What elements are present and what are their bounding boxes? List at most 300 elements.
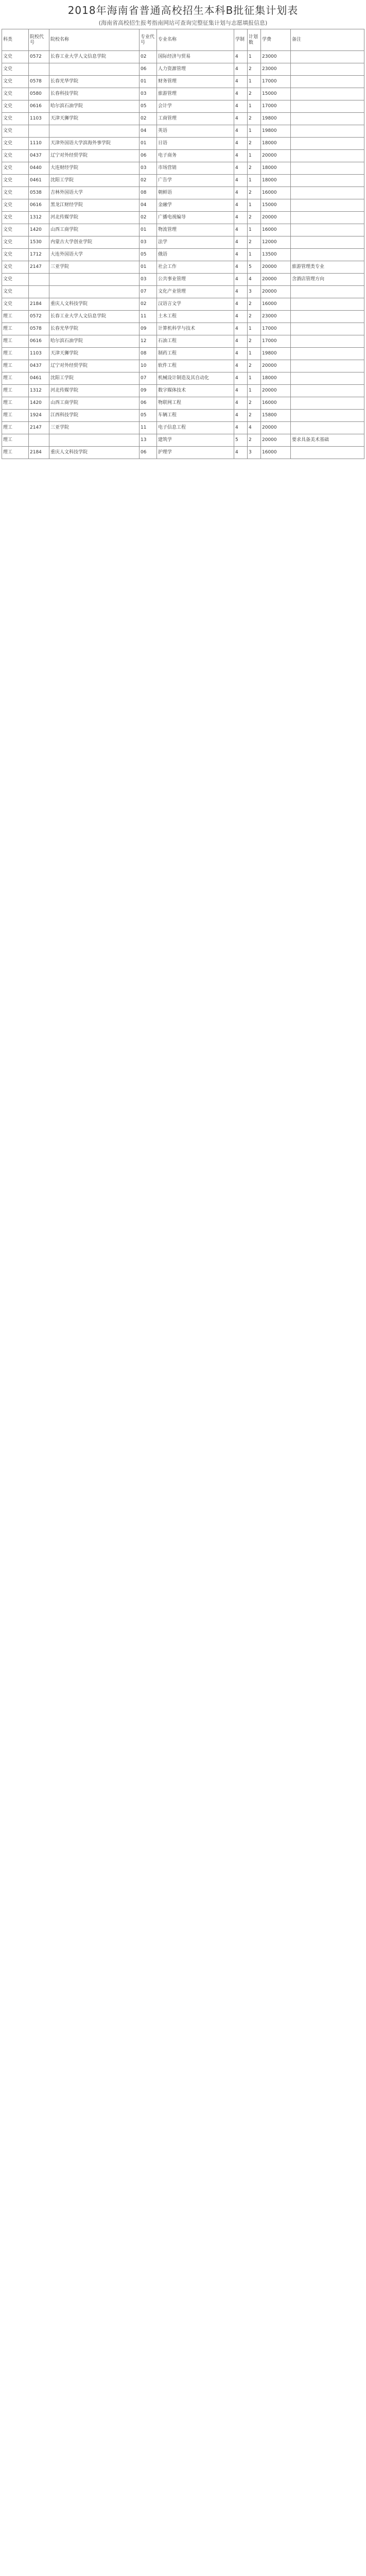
table-row	[2, 100, 364, 113]
cell-plan-count: 1	[248, 323, 261, 335]
cell-years: 4	[234, 422, 248, 434]
cell-major-name: 数字媒体技术	[157, 385, 234, 397]
cell-major-code: 05	[140, 100, 157, 113]
cell-major-name: 文化产业管理	[157, 286, 234, 298]
cell-category: 理工	[2, 422, 29, 434]
cell-plan-count: 1	[248, 100, 261, 113]
cell-major-code: 04	[140, 125, 157, 138]
cell-plan-count: 2	[248, 335, 261, 348]
cell-category: 文史	[2, 236, 29, 249]
cell-school-name: 哈尔滨石油学院	[49, 100, 140, 113]
cell-plan-count: 2	[248, 311, 261, 323]
cell-plan-count: 1	[248, 150, 261, 162]
cell-school-code	[29, 125, 49, 138]
cell-category: 文史	[2, 249, 29, 261]
cell-major-code: 02	[140, 51, 157, 63]
table-row	[2, 298, 364, 311]
cell-school-code: 0578	[29, 323, 49, 335]
cell-tuition: 17000	[261, 335, 291, 348]
cell-plan-count: 2	[248, 360, 261, 372]
cell-plan-count: 2	[248, 88, 261, 100]
cell-school-name: 长春工业大学人文信息学院	[49, 51, 140, 63]
cell-years: 4	[234, 63, 248, 76]
cell-plan-count: 2	[248, 113, 261, 125]
cell-plan-count: 1	[248, 224, 261, 236]
table-row	[2, 76, 364, 88]
cell-major-name: 软件工程	[157, 360, 234, 372]
cell-school-code: 1110	[29, 138, 49, 150]
cell-school-name: 天津天狮学院	[49, 348, 140, 360]
cell-school-name: 天津外国语大学滨海外事学院	[49, 138, 140, 150]
cell-category: 文史	[2, 187, 29, 199]
cell-remarks	[291, 311, 364, 323]
cell-major-name: 制药工程	[157, 348, 234, 360]
cell-major-code: 09	[140, 385, 157, 397]
cell-school-name: 山西工商学院	[49, 397, 140, 410]
cell-tuition: 20000	[261, 212, 291, 224]
cell-school-name: 天津天狮学院	[49, 113, 140, 125]
cell-category: 理工	[2, 447, 29, 459]
cell-major-name: 英语	[157, 125, 234, 138]
cell-category: 文史	[2, 298, 29, 311]
cell-plan-count: 2	[248, 187, 261, 199]
cell-school-name: 三亚学院	[49, 261, 140, 274]
cell-major-name: 工商管理	[157, 113, 234, 125]
header-school-name: 院校名称	[49, 29, 140, 51]
cell-remarks: 旅游管理类专业	[291, 261, 364, 274]
cell-major-name: 石油工程	[157, 335, 234, 348]
cell-years: 4	[234, 385, 248, 397]
table-row	[2, 199, 364, 212]
cell-school-name: 河北传媒学院	[49, 385, 140, 397]
cell-tuition: 17000	[261, 76, 291, 88]
cell-category: 理工	[2, 397, 29, 410]
cell-remarks	[291, 249, 364, 261]
cell-major-code: 02	[140, 113, 157, 125]
cell-school-code: 0580	[29, 88, 49, 100]
cell-remarks: 要求具备美术基础	[291, 434, 364, 447]
cell-plan-count: 1	[248, 76, 261, 88]
cell-tuition: 18000	[261, 162, 291, 175]
cell-category: 理工	[2, 372, 29, 385]
cell-major-code: 07	[140, 286, 157, 298]
cell-school-name	[49, 125, 140, 138]
cell-tuition: 18000	[261, 372, 291, 385]
cell-years: 4	[234, 113, 248, 125]
cell-plan-count: 1	[248, 175, 261, 187]
table-row	[2, 286, 364, 298]
cell-plan-count: 1	[248, 385, 261, 397]
cell-category: 文史	[2, 138, 29, 150]
cell-plan-count: 2	[248, 212, 261, 224]
cell-years: 4	[234, 397, 248, 410]
table-row	[2, 113, 364, 125]
cell-school-code: 0461	[29, 175, 49, 187]
cell-major-code: 05	[140, 410, 157, 422]
cell-major-code: 09	[140, 323, 157, 335]
cell-category: 理工	[2, 360, 29, 372]
cell-school-code: 0461	[29, 372, 49, 385]
cell-tuition: 20000	[261, 434, 291, 447]
cell-remarks	[291, 138, 364, 150]
cell-tuition: 20000	[261, 422, 291, 434]
cell-category: 理工	[2, 434, 29, 447]
cell-plan-count: 2	[248, 298, 261, 311]
cell-major-code: 01	[140, 261, 157, 274]
table-row	[2, 162, 364, 175]
cell-category: 文史	[2, 175, 29, 187]
cell-major-code: 13	[140, 434, 157, 447]
cell-category: 文史	[2, 88, 29, 100]
cell-plan-count: 4	[248, 422, 261, 434]
cell-category: 理工	[2, 410, 29, 422]
cell-school-code: 1312	[29, 385, 49, 397]
cell-school-code: 0572	[29, 311, 49, 323]
cell-major-name: 汉语言文学	[157, 298, 234, 311]
cell-tuition: 20000	[261, 360, 291, 372]
table-row	[2, 224, 364, 236]
cell-school-name: 沈阳工学院	[49, 372, 140, 385]
cell-school-code: 0578	[29, 76, 49, 88]
header-remarks: 备注	[291, 29, 364, 51]
cell-school-name: 长春工业大学人文信息学院	[49, 311, 140, 323]
cell-years: 4	[234, 335, 248, 348]
cell-school-code: 1103	[29, 348, 49, 360]
table-row	[2, 187, 364, 199]
cell-remarks	[291, 150, 364, 162]
cell-school-code	[29, 274, 49, 286]
cell-tuition: 12000	[261, 236, 291, 249]
cell-category: 理工	[2, 323, 29, 335]
cell-category: 文史	[2, 212, 29, 224]
table-row	[2, 311, 364, 323]
cell-school-name: 重庆人文科技学院	[49, 447, 140, 459]
cell-plan-count: 1	[248, 348, 261, 360]
cell-major-name: 会计学	[157, 100, 234, 113]
cell-remarks	[291, 113, 364, 125]
table-row	[2, 348, 364, 360]
table-row	[2, 447, 364, 459]
cell-tuition: 16000	[261, 397, 291, 410]
table-row	[2, 236, 364, 249]
cell-remarks	[291, 335, 364, 348]
cell-years: 4	[234, 323, 248, 335]
table-row	[2, 51, 364, 63]
cell-years: 4	[234, 51, 248, 63]
cell-major-code: 11	[140, 311, 157, 323]
cell-remarks	[291, 298, 364, 311]
cell-category: 理工	[2, 348, 29, 360]
cell-plan-count: 3	[248, 447, 261, 459]
cell-major-name: 公共事业管理	[157, 274, 234, 286]
cell-years: 4	[234, 199, 248, 212]
cell-school-code: 1530	[29, 236, 49, 249]
table-row	[2, 88, 364, 100]
cell-school-name: 黑龙江财经学院	[49, 199, 140, 212]
cell-major-name: 俄语	[157, 249, 234, 261]
cell-school-code: 0437	[29, 150, 49, 162]
cell-school-code: 0616	[29, 199, 49, 212]
cell-major-name: 社会工作	[157, 261, 234, 274]
cell-major-code: 04	[140, 199, 157, 212]
cell-major-name: 金融学	[157, 199, 234, 212]
table-row	[2, 261, 364, 274]
cell-major-code: 02	[140, 298, 157, 311]
cell-category: 文史	[2, 274, 29, 286]
cell-major-code: 06	[140, 150, 157, 162]
cell-tuition: 19800	[261, 125, 291, 138]
cell-school-name	[49, 286, 140, 298]
cell-tuition: 20000	[261, 261, 291, 274]
table-row	[2, 63, 364, 76]
cell-major-code: 03	[140, 88, 157, 100]
cell-tuition: 20000	[261, 385, 291, 397]
cell-category: 文史	[2, 76, 29, 88]
cell-years: 4	[234, 125, 248, 138]
table-body	[2, 51, 364, 459]
cell-tuition: 16000	[261, 187, 291, 199]
header-years: 学制	[234, 29, 248, 51]
cell-remarks: 含酒店管理方向	[291, 274, 364, 286]
cell-school-code	[29, 63, 49, 76]
cell-remarks	[291, 100, 364, 113]
cell-category: 文史	[2, 162, 29, 175]
table-row	[2, 360, 364, 372]
cell-major-name: 广播电视编导	[157, 212, 234, 224]
cell-tuition: 16000	[261, 224, 291, 236]
cell-remarks	[291, 447, 364, 459]
cell-school-code: 0572	[29, 51, 49, 63]
table-row	[2, 372, 364, 385]
cell-years: 4	[234, 100, 248, 113]
table-row	[2, 274, 364, 286]
table-row	[2, 175, 364, 187]
table-row	[2, 138, 364, 150]
cell-remarks	[291, 224, 364, 236]
cell-plan-count: 2	[248, 397, 261, 410]
cell-school-code: 2147	[29, 422, 49, 434]
cell-school-code: 0440	[29, 162, 49, 175]
cell-category: 理工	[2, 385, 29, 397]
cell-major-code: 06	[140, 397, 157, 410]
cell-major-code: 02	[140, 212, 157, 224]
cell-school-name: 河北传媒学院	[49, 212, 140, 224]
table-row	[2, 150, 364, 162]
cell-major-name: 计算机科学与技术	[157, 323, 234, 335]
cell-school-code: 1420	[29, 397, 49, 410]
cell-remarks	[291, 286, 364, 298]
cell-remarks	[291, 199, 364, 212]
cell-school-code	[29, 434, 49, 447]
cell-remarks	[291, 63, 364, 76]
cell-plan-count: 2	[248, 236, 261, 249]
cell-remarks	[291, 385, 364, 397]
cell-school-code: 0437	[29, 360, 49, 372]
cell-school-name: 山西工商学院	[49, 224, 140, 236]
cell-years: 4	[234, 88, 248, 100]
cell-remarks	[291, 360, 364, 372]
cell-school-code	[29, 286, 49, 298]
header-major-name: 专业名称	[157, 29, 234, 51]
cell-major-name: 电子信息工程	[157, 422, 234, 434]
cell-school-name: 沈阳工学院	[49, 175, 140, 187]
cell-remarks	[291, 236, 364, 249]
table-row	[2, 335, 364, 348]
cell-plan-count: 2	[248, 434, 261, 447]
cell-school-name: 哈尔滨石油学院	[49, 335, 140, 348]
cell-plan-count: 2	[248, 63, 261, 76]
header-category: 科类	[2, 29, 29, 51]
cell-years: 4	[234, 286, 248, 298]
cell-category: 文史	[2, 199, 29, 212]
cell-major-name: 机械设计制造及其自动化	[157, 372, 234, 385]
cell-plan-count: 4	[248, 274, 261, 286]
cell-major-name: 护理学	[157, 447, 234, 459]
cell-category: 理工	[2, 335, 29, 348]
cell-remarks	[291, 410, 364, 422]
cell-major-code: 01	[140, 76, 157, 88]
cell-major-code: 05	[140, 249, 157, 261]
cell-major-name: 市场营销	[157, 162, 234, 175]
cell-school-name: 长春科技学院	[49, 88, 140, 100]
cell-tuition: 19800	[261, 348, 291, 360]
table-row	[2, 434, 364, 447]
table-row	[2, 323, 364, 335]
cell-tuition: 17000	[261, 100, 291, 113]
table-row	[2, 212, 364, 224]
cell-plan-count: 1	[248, 249, 261, 261]
cell-school-code: 0538	[29, 187, 49, 199]
cell-years: 4	[234, 187, 248, 199]
cell-tuition: 23000	[261, 63, 291, 76]
cell-plan-count: 1	[248, 51, 261, 63]
cell-plan-count: 2	[248, 410, 261, 422]
cell-years: 5	[234, 434, 248, 447]
cell-major-code: 01	[140, 138, 157, 150]
cell-remarks	[291, 162, 364, 175]
cell-school-code: 2147	[29, 261, 49, 274]
cell-school-name: 重庆人文科技学院	[49, 298, 140, 311]
cell-years: 4	[234, 372, 248, 385]
table-row	[2, 410, 364, 422]
cell-plan-count: 5	[248, 261, 261, 274]
header-school-code: 院校代号	[29, 29, 49, 51]
cell-remarks	[291, 397, 364, 410]
table-row	[2, 249, 364, 261]
cell-school-name	[49, 434, 140, 447]
cell-years: 4	[234, 447, 248, 459]
table-row	[2, 125, 364, 138]
cell-plan-count: 1	[248, 199, 261, 212]
cell-school-name: 长春光华学院	[49, 323, 140, 335]
cell-tuition: 23000	[261, 311, 291, 323]
cell-years: 4	[234, 76, 248, 88]
cell-category: 文史	[2, 63, 29, 76]
header-tuition: 学费	[261, 29, 291, 51]
cell-school-name: 三亚学院	[49, 422, 140, 434]
cell-remarks	[291, 187, 364, 199]
table-row	[2, 385, 364, 397]
cell-major-name: 建筑学	[157, 434, 234, 447]
cell-major-name: 物联网工程	[157, 397, 234, 410]
cell-school-name: 吉林外国语大学	[49, 187, 140, 199]
cell-years: 4	[234, 311, 248, 323]
cell-major-code: 03	[140, 236, 157, 249]
cell-tuition: 16000	[261, 298, 291, 311]
cell-school-code: 0616	[29, 335, 49, 348]
cell-tuition: 16000	[261, 447, 291, 459]
cell-years: 4	[234, 410, 248, 422]
cell-tuition: 13500	[261, 249, 291, 261]
cell-category: 文史	[2, 261, 29, 274]
cell-remarks	[291, 175, 364, 187]
cell-major-name: 朝鲜语	[157, 187, 234, 199]
cell-category: 文史	[2, 286, 29, 298]
cell-major-name: 电子商务	[157, 150, 234, 162]
cell-major-code: 12	[140, 335, 157, 348]
cell-plan-count: 3	[248, 286, 261, 298]
cell-school-code: 2184	[29, 447, 49, 459]
cell-tuition: 15000	[261, 88, 291, 100]
cell-years: 4	[234, 274, 248, 286]
cell-years: 4	[234, 360, 248, 372]
cell-school-code: 1420	[29, 224, 49, 236]
cell-tuition: 18000	[261, 138, 291, 150]
cell-years: 4	[234, 224, 248, 236]
table-row	[2, 422, 364, 434]
cell-remarks	[291, 422, 364, 434]
cell-remarks	[291, 323, 364, 335]
cell-major-name: 法学	[157, 236, 234, 249]
cell-school-code: 1103	[29, 113, 49, 125]
cell-tuition: 17000	[261, 323, 291, 335]
cell-tuition: 23000	[261, 51, 291, 63]
cell-school-name	[49, 274, 140, 286]
cell-category: 文史	[2, 150, 29, 162]
cell-tuition: 15000	[261, 199, 291, 212]
cell-category: 文史	[2, 100, 29, 113]
cell-plan-count: 2	[248, 162, 261, 175]
cell-major-code: 06	[140, 447, 157, 459]
cell-major-code: 06	[140, 63, 157, 76]
page-subtitle: (海南省高校招生报考指南网站可查询完整征集计划与志愿填报信息)	[98, 20, 268, 26]
cell-major-code: 01	[140, 224, 157, 236]
cell-major-code: 02	[140, 175, 157, 187]
cell-category: 文史	[2, 113, 29, 125]
cell-major-code: 08	[140, 187, 157, 199]
cell-school-name: 辽宁对外经贸学院	[49, 150, 140, 162]
cell-years: 4	[234, 212, 248, 224]
cell-major-name: 土木工程	[157, 311, 234, 323]
cell-years: 4	[234, 261, 248, 274]
cell-plan-count: 2	[248, 138, 261, 150]
cell-major-name: 物流管理	[157, 224, 234, 236]
cell-major-code: 10	[140, 360, 157, 372]
cell-tuition: 19800	[261, 113, 291, 125]
cell-tuition: 18000	[261, 175, 291, 187]
cell-school-name: 内蒙古大学创业学院	[49, 236, 140, 249]
cell-major-name: 人力资源管理	[157, 63, 234, 76]
cell-years: 4	[234, 162, 248, 175]
cell-years: 4	[234, 175, 248, 187]
page-title: 2018年海南省普通高校招生本科B批征集计划表	[67, 4, 299, 16]
cell-category: 文史	[2, 224, 29, 236]
cell-school-code: 2184	[29, 298, 49, 311]
cell-school-code: 1712	[29, 249, 49, 261]
cell-years: 4	[234, 348, 248, 360]
cell-school-name: 大连财经学院	[49, 162, 140, 175]
cell-major-name: 旅游管理	[157, 88, 234, 100]
